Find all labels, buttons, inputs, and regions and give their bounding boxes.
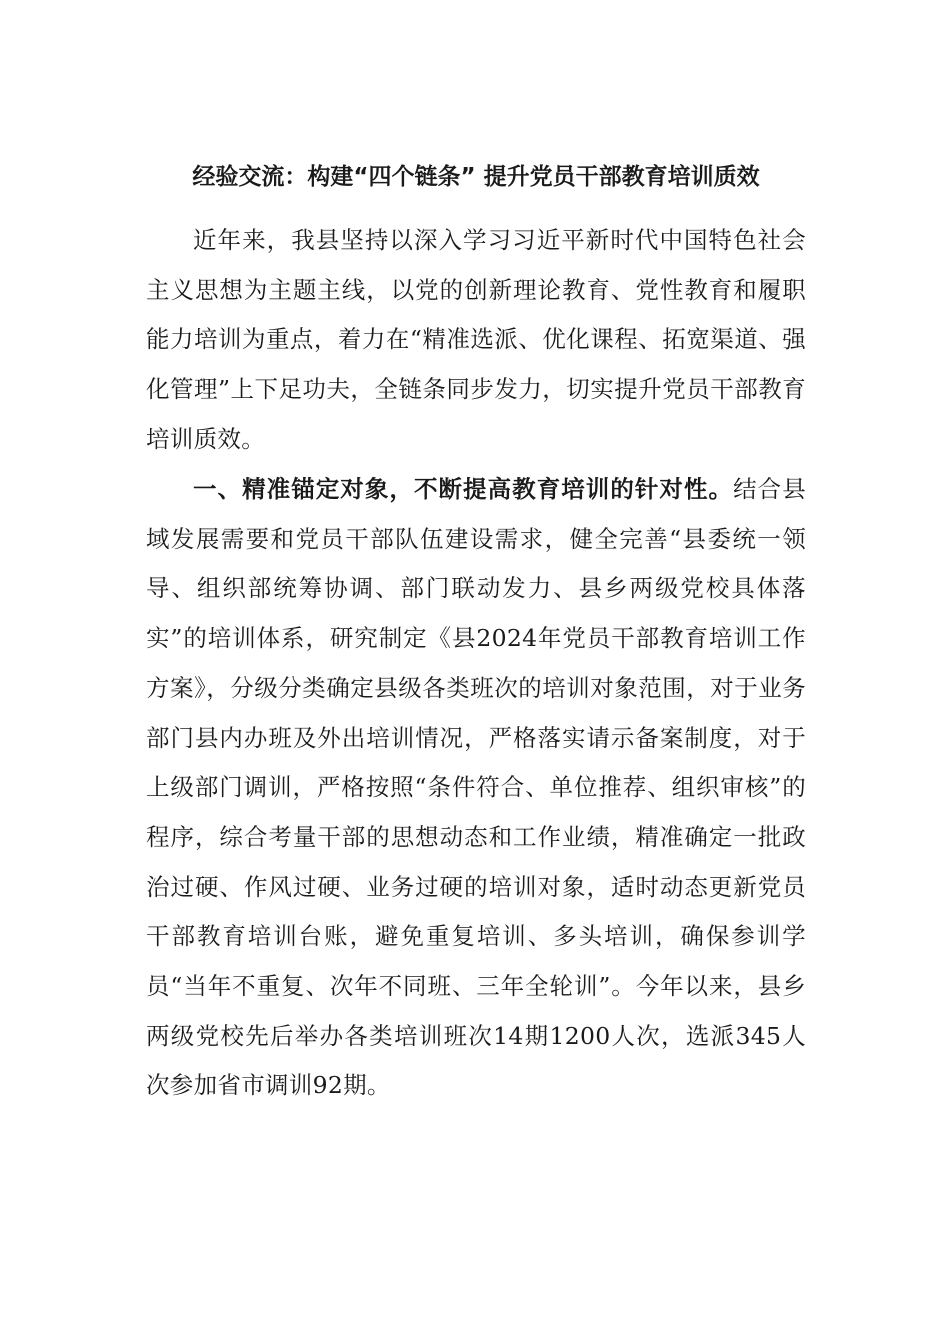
section-one-text: 结合县域发展需要和党员干部队伍建设需求，健全完善“县委统一领导、组织部统筹协调、部门联动发力、县乡两级党校具体落实”的培训体系，研究制定《县2024年党员干部教育培训工作方案》，分级分类确定县级各类班次的培训对象范围，对于业务部门县内办班及外出培训情况，严格落实请示备案制度，对于上级部门调训，严格按照“条件符合、单位推荐、组织审核”的程序，综合考量干部的思想动态和工作业绩，精准确定一批政治过硬、作风过硬、业务过硬的培训对象，适时动态更新党员干部教育培训台账，避免重复培训、多头培训，确保参训学员“当年不重复、次年不同班、三年全轮训”。今年以来，县乡两级党校先后举办各类培训班次14期1200人次，选派345人次参加省市调训92期。 <box>146 475 806 1100</box>
document-title: 经验交流：构建“四个链条” 提升党员干部教育培训质效 <box>192 164 760 190</box>
intro-paragraph-text: 近年来，我县坚持以深入学习习近平新时代中国特色社会主义思想为主题主线，以党的创新理论教育、党性教育和履职能力培训为重点，着力在“精准选派、优化课程、拓宽渠道、强化管理”上下足功夫，全链条同步发力，切实提升党员干部教育培训质效。 <box>146 226 806 453</box>
section-one-paragraph <box>146 465 806 1111</box>
section-one-heading: 一、精准锚定对象，不断提高教育培训的针对性。 <box>193 475 734 503</box>
intro-paragraph <box>146 216 806 465</box>
